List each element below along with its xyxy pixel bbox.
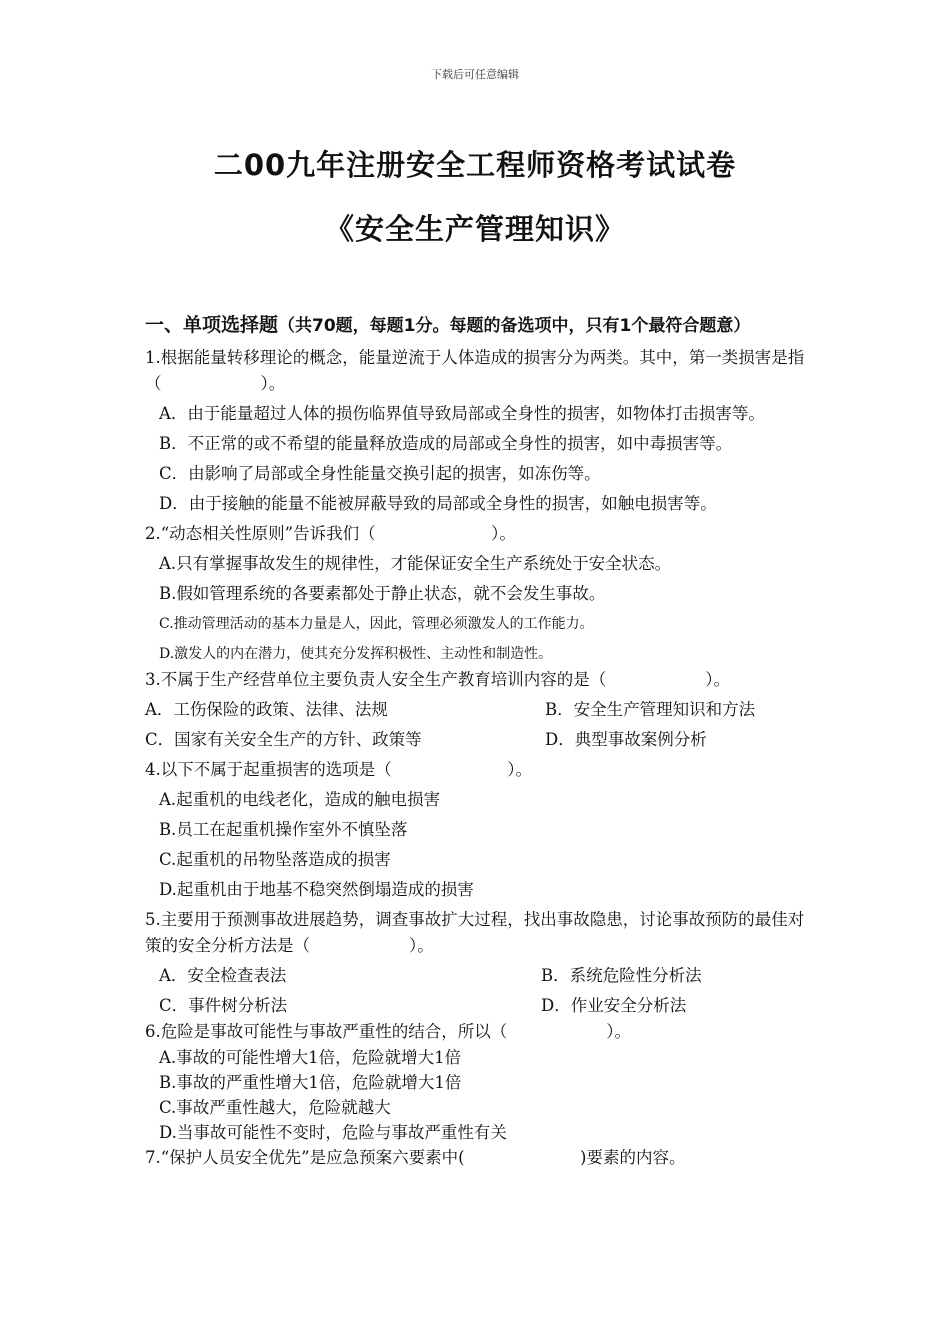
option-b: B.员工在起重机操作室外不慎坠落 [159,820,408,839]
option-b: B.假如管理系统的各要素都处于静止状态，就不会发生事故。 [159,584,606,603]
question-stem: 2.“动态相关性原则”告诉我们（ ）。 [145,524,516,543]
option-b: B.事故的严重性增大1倍，危险就增大1倍 [159,1073,462,1092]
option-a: A．由于能量超过人体的损伤临界值导致局部或全身性的损害，如物体打击损害等。 [159,404,765,423]
option-a: A．安全检查表法 [159,966,287,985]
option-a: A.起重机的电线老化，造成的触电损害 [159,790,441,809]
option-c: C.事故严重性越大，危险就越大 [159,1098,391,1117]
question-stem: 7.“保护人员安全优先”是应急预案六要素中( )要素的内容。 [145,1148,686,1167]
exam-content [145,312,820,1171]
question-stem: 1.根据能量转移理论的概念，能量逆流于人体造成的损害分为两类。其中，第一类损害是指（ ）。 [145,348,805,393]
question-stem: 5.主要用于预测事故进展趋势，调查事故扩大过程，找出事故隐患，讨论事故预防的最佳对策的安全分析方法是（ ）。 [145,910,805,955]
option-a: A．工伤保险的政策、法律、法规 [145,700,388,719]
option-c: C．由影响了局部或全身性能量交换引起的损害，如冻伤等。 [159,464,601,483]
option-d: D.起重机由于地基不稳突然倒塌造成的损害 [159,880,474,899]
question-6 [145,1019,820,1145]
question-stem: 4.以下不属于起重损害的选项是（ ）。 [145,760,532,779]
exam-subtitle: 《安全生产管理知识》 [324,212,625,246]
option-row [145,963,820,989]
question-stem: 6.危险是事故可能性与事故严重性的结合，所以（ ）。 [145,1022,631,1041]
section-heading [145,312,820,339]
option-c: C．国家有关安全生产的方针、政策等 [145,730,422,749]
option-a: A.只有掌握事故发生的规律性，才能保证安全生产系统处于安全状态。 [159,554,672,573]
section-note: （共70题，每题1分。每题的备选项中，只有1个最符合题意） [278,316,751,336]
question-4 [145,757,820,903]
header-note: 下载后可任意编辑 [431,68,519,81]
option-b: B．不正常的或不希望的能量释放造成的局部或全身性的损害，如中毒损害等。 [159,434,733,453]
option-b: B．系统危险性分析法 [541,966,702,985]
option-row [145,697,820,723]
option-row [145,993,820,1019]
section-title: 一、单项选择题 [145,314,279,336]
question-2 [145,521,820,667]
question-1 [145,345,820,517]
exam-title: 二00九年注册安全工程师资格考试试卷 [213,148,737,182]
question-7 [145,1145,820,1171]
question-5 [145,907,820,1019]
option-d: D.激发人的内在潜力，使其充分发挥积极性、主动性和制造性。 [159,646,553,662]
option-b: B．安全生产管理知识和方法 [545,700,756,719]
option-row [145,727,820,753]
question-3 [145,667,820,753]
option-d: D．典型事故案例分析 [545,730,707,749]
option-a: A.事故的可能性增大1倍，危险就增大1倍 [159,1048,462,1067]
option-d: D.当事故可能性不变时，危险与事故严重性有关 [159,1123,507,1142]
option-c: C．事件树分析法 [159,996,288,1015]
option-c: C.起重机的吊物坠落造成的损害 [159,850,391,869]
option-d: D．作业安全分析法 [541,996,687,1015]
option-d: D．由于接触的能量不能被屏蔽导致的局部或全身性的损害，如触电损害等。 [159,494,717,513]
question-stem: 3.不属于生产经营单位主要负责人安全生产教育培训内容的是（ ）。 [145,670,730,689]
option-c: C.推动管理活动的基本力量是人，因此，管理必须激发人的工作能力。 [159,616,594,632]
